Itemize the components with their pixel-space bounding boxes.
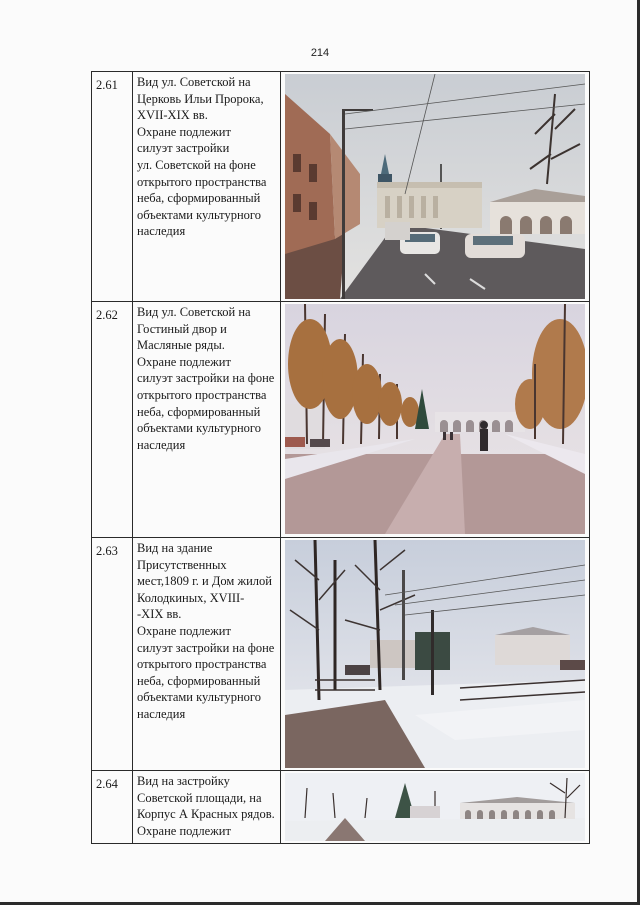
row-description-cell <box>133 72 281 302</box>
row-number-cell <box>92 72 133 302</box>
row-photo-cell <box>281 771 590 844</box>
row-number: 2.63 <box>96 544 118 558</box>
row-number: 2.64 <box>96 777 118 791</box>
heritage-views-table <box>91 71 590 844</box>
row-description-cell <box>133 302 281 538</box>
street-photo-2-63 <box>285 540 585 768</box>
row-photo-cell <box>281 538 590 771</box>
table-row <box>92 302 590 538</box>
table-row <box>92 72 590 302</box>
row-description: Вид на застройку Советской площади, на Корпус А Красных рядов. Охране подлежит <box>137 774 275 838</box>
row-number-cell <box>92 771 133 844</box>
row-number: 2.61 <box>96 78 118 92</box>
row-description: Вид ул. Советской на Церковь Ильи Пророка, XVII-XIX вв. Охране подлежит силуэт застройки ул. Советской на фоне открытого пространства неба, сформированный объектами культурного наследия <box>137 75 267 239</box>
page-number: 214 <box>310 47 330 59</box>
row-number-cell <box>92 538 133 771</box>
row-description: Вид ул. Советской на Гостиный двор и Масляные ряды. Охране подлежит силуэт застройки на фоне открытого пространства неба, сформированный объектами культурного наследия <box>137 305 275 452</box>
row-number: 2.62 <box>96 308 118 322</box>
row-number-cell <box>92 302 133 538</box>
row-description: Вид на здание Присутственных мест,1809 г. и Дом жилой Колодкиных, XVIII- -XIX вв. Охране подлежит силуэт застройки на фоне открытого пространства неба, сформированный объектами культурного наследия <box>137 541 275 721</box>
row-photo-cell <box>281 72 590 302</box>
table-row <box>92 771 590 844</box>
row-photo-cell <box>281 302 590 538</box>
row-description-cell <box>133 538 281 771</box>
street-photo-2-61 <box>285 74 585 299</box>
panorama-photo-2-64 <box>285 773 585 841</box>
table-row <box>92 538 590 771</box>
row-description-cell <box>133 771 281 844</box>
street-photo-2-62 <box>285 304 585 534</box>
